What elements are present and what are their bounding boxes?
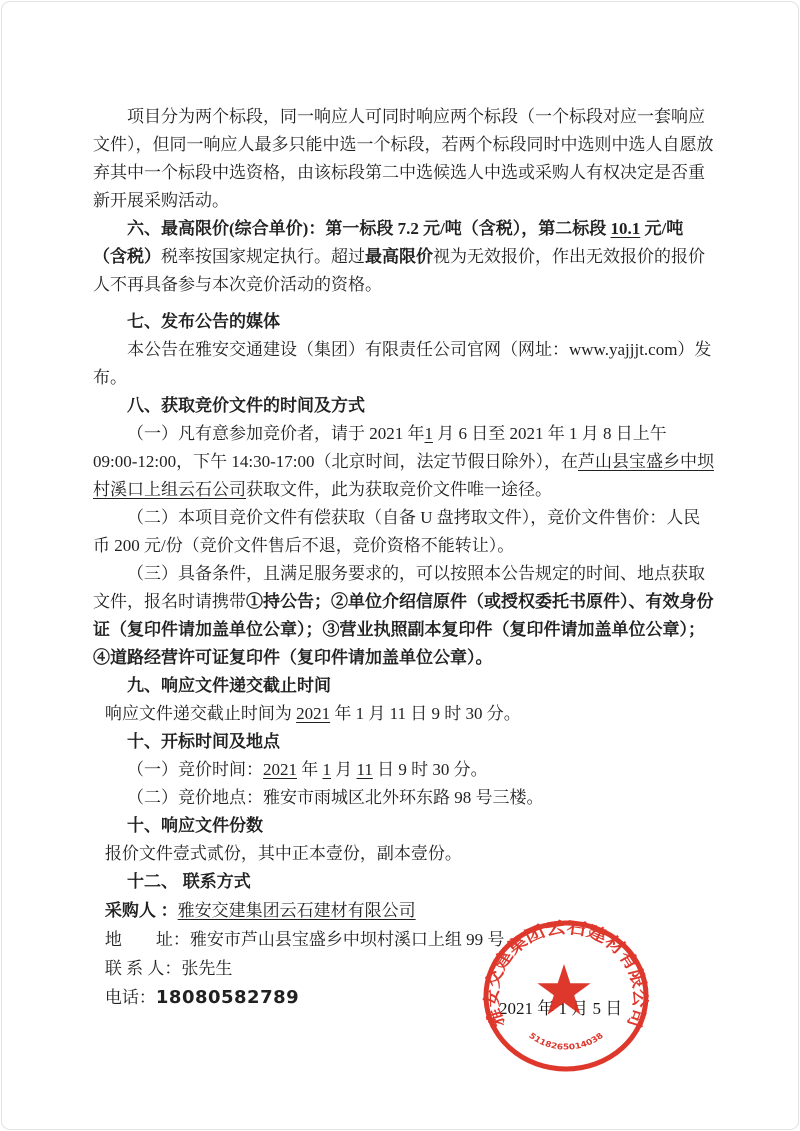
text-run: 年 [297, 760, 323, 779]
underlined-day: 11 [356, 760, 373, 779]
seal-star-icon [537, 964, 590, 1015]
text-run: 视为无效报价，作出无效报价的报价人不再具备参与本次竞价活动的资格。 [93, 247, 705, 294]
underlined-year: 2021 [263, 760, 297, 779]
paragraph-publish-site: 本公告在雅安交通建设（集团）有限责任公司官网（网址：www.yajjjt.com）发布。 [93, 340, 712, 387]
paragraph-lot-rules: 项目分为两个标段，同一响应人可同时响应两个标段（一个标段对应一套响应文件），但同一响应人最多只能中选一个标段，若两个标段同时中选则中选人自愿放弃其中一个标段中选资格，由该标段第二中选候选人中选或采购人有权决定是否重新开展采购活动。 [93, 107, 714, 210]
buyer-label: 采购人 ： [104, 901, 178, 920]
contact-person-row: 联 系 人：张先生 [104, 959, 233, 978]
text-run: （一）凡有意参加竞价者，请于 2021 年 [127, 424, 425, 443]
section-6-price-limit [93, 215, 715, 299]
text-run-bold-requirements: ①持公告；②单位介绍信原件（或授权委托书原件）、有效身份证（复印件请加盖单位公章）；③营业执照副本复印件（复印件请加盖单位公章）；④道路经营许可证复印件（复印件请加盖单位公章）。 [93, 592, 714, 667]
phone-label: 电话： [104, 988, 156, 1007]
paragraph-10-2-place: （二）竞价地点：雅安市雨城区北外环东路 98 号三楼。 [127, 788, 544, 807]
text-run: 月 6 日至 2021 年 1 月 8 日上午 09:00-12:00，下午 14:30-17:00（北京时间，法定节假日除外），在 [93, 424, 667, 471]
text-run: （一）竞价时间： [127, 760, 263, 779]
company-seal-stamp [478, 914, 654, 1078]
text-run: 年 1 月 11 日 9 时 30 分。 [330, 704, 521, 723]
heading-8-obtain-documents: 八、获取竞价文件的时间及方式 [127, 396, 365, 415]
underlined-location: 芦山县宝盛乡中坝村溪口上组云石公司 [93, 452, 714, 499]
underlined-price: 10.1 [610, 219, 641, 238]
paragraph-8-2: （二）本项目竞价文件有偿获取（自备 U 盘拷取文件），竞价文件售价：人民币 200 元/份（竞价文件售后不退，竞价资格不能转让）。 [93, 508, 701, 555]
document-body [93, 103, 715, 1012]
underlined-year: 2021 [296, 704, 331, 723]
text-run: 获取文件，此为获取竞价文件唯一途径。 [246, 480, 552, 499]
heading-10-opening: 十、开标时间及地点 [127, 732, 280, 751]
text-run: 税率按国家规定执行。超过 [161, 247, 365, 266]
buyer-company-name: 雅安交建集团云石建材有限公司 [177, 901, 416, 920]
text-run: （三）具备条件，且满足服务要求的，可以按照本公告规定的时间、地点获取文件，报名时请携带 [93, 564, 705, 611]
document-page [1, 1, 799, 1130]
text-run: 响应文件递交截止时间为 [104, 704, 297, 723]
heading-7-media: 七、发布公告的媒体 [127, 312, 280, 331]
paragraph-10-1-time [93, 756, 715, 784]
phone-number: 18080582789 [155, 987, 300, 1008]
text-run: 月 [331, 760, 357, 779]
text-run: 日 9 时 30 分。 [372, 760, 488, 779]
signature-date: 2021 年 1 月 5 日 [499, 999, 623, 1018]
text-run: 六、最高限价(综合单价)：第一标段 7.2 元/吨（含税），第二标段 [127, 219, 611, 238]
text-run: 元/吨（含税） [93, 219, 684, 266]
seal-code-arc-text: 5118265014038 [527, 1030, 605, 1052]
underlined-month: 1 [322, 760, 331, 779]
contact-address-row: 地 址：雅安市芦山县宝盛乡中坝村溪口上组 99 号 [104, 930, 505, 949]
paragraph-8-1 [93, 420, 715, 504]
paragraph-11-copies: 报价文件壹式贰份，其中正本壹份，副本壹份。 [104, 844, 462, 863]
svg-text:5118265014038 [527, 1030, 605, 1051]
paragraph-8-3 [93, 560, 715, 672]
underlined-month: 1 [424, 424, 433, 443]
heading-9-deadline: 九、响应文件递交截止时间 [127, 676, 331, 695]
heading-12-contact: 十二、 联系方式 [127, 872, 251, 891]
text-run: 最高限价 [365, 247, 433, 266]
seal-company-arc-text: 雅安交建集团云石建材有限公司 [481, 917, 651, 1030]
heading-11-copies: 十、响应文件份数 [127, 816, 263, 835]
paragraph-9-deadline [93, 700, 715, 728]
